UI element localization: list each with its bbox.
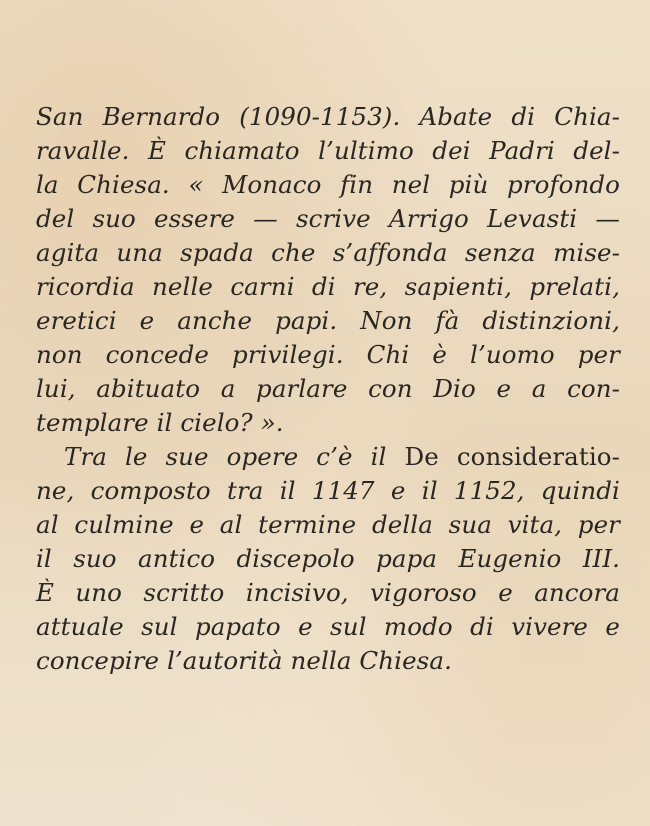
text-line: ne, composto tra il 1147 e il 1152, quindi [36,476,620,505]
text-line: il suo antico discepolo papa Eugenio III. [36,544,620,573]
text-line: agita una spada che s’affonda senza mise- [36,238,620,267]
text-line: ricordia nelle carni di re, sapienti, prelati, [36,272,620,301]
text-fragment: Tra le sue opere c’è il [64,442,405,471]
text-line: lui, abituato a parlare con Dio e a con- [36,374,620,403]
paragraph-1 [36,100,620,440]
text-line: attuale sul papato e sul modo di vivere e [36,612,620,641]
text-line: del suo essere — scrive Arrigo Levasti — [36,204,620,233]
text-line: templare il cielo? ». [36,408,284,437]
text-line: concepire l’autorità nella Chiesa. [36,646,452,675]
text-line: eretici e anche papi. Non fà distinzioni, [36,306,620,335]
text-line: la Chiesa. « Monaco fin nel più profondo [36,170,620,199]
text-line: ravalle. È chiamato l’ultimo dei Padri del- [36,136,620,165]
book-title: De consideratio- [404,442,620,471]
text-line: È uno scritto incisivo, vigoroso e ancora [36,578,620,607]
paragraph-2 [36,440,620,678]
text-line: non concede privilegi. Chi è l’uomo per [36,340,620,369]
text-line: San Bernardo (1090-1153). Abate di Chia- [36,102,620,131]
text-line: al culmine e al termine della sua vita, per [36,510,620,539]
text-block [36,100,620,678]
text-line [36,440,620,474]
